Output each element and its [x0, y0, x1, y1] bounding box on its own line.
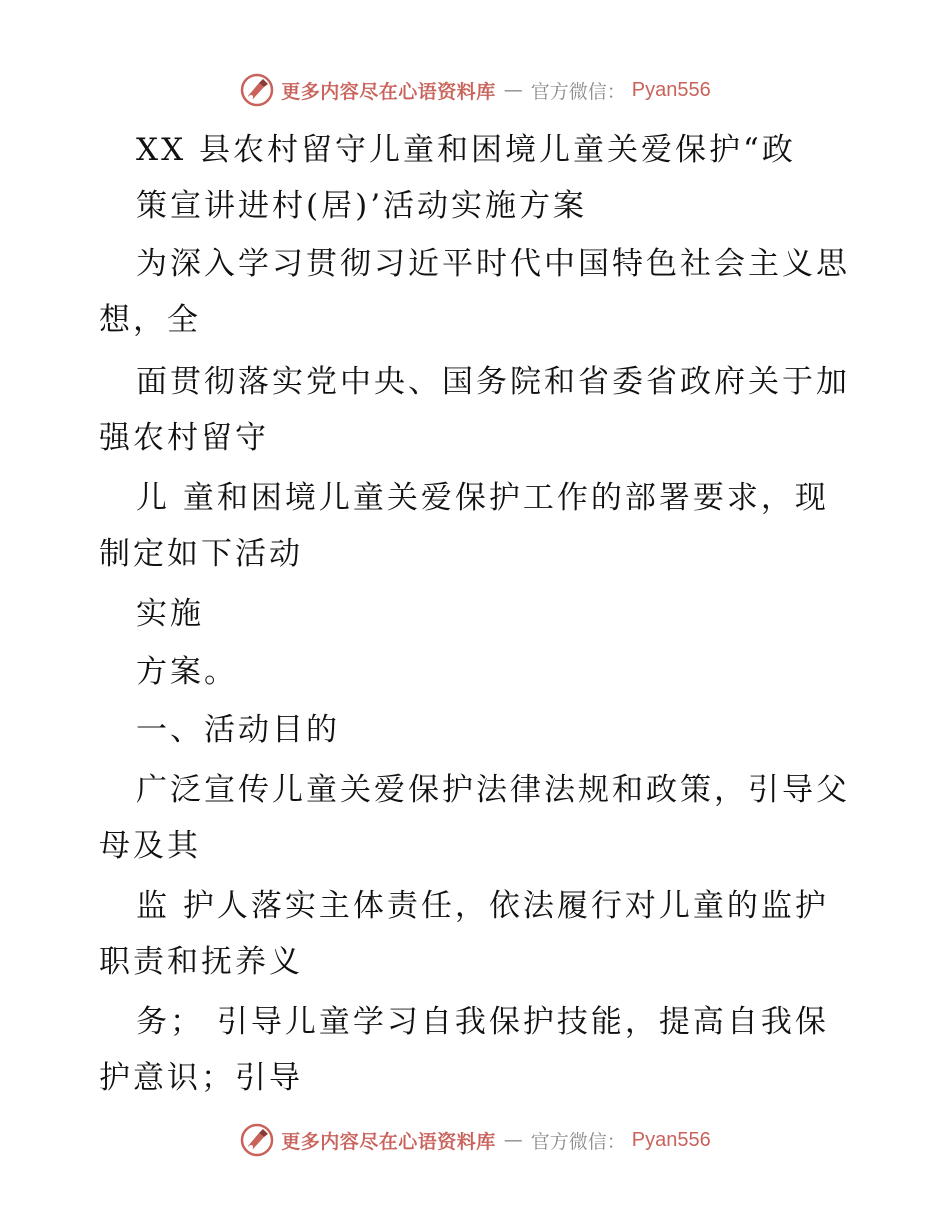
watermark-site-text: 更多内容尽在心语资料库	[281, 1130, 496, 1153]
paragraph-line: 制定如下活动	[99, 536, 303, 572]
watermark-banner-bottom	[0, 1120, 950, 1160]
pen-logo-icon	[239, 1122, 275, 1158]
document-title-line-1: XX 县农村留守儿童和困境儿童关爱保护“政	[136, 132, 796, 168]
watermark-wechat-label: 官方微信：	[530, 1130, 626, 1153]
paragraph-line: 儿 童和困境儿童关爱保护工作的部署要求，现	[136, 480, 829, 516]
watermark-wechat-label: 官方微信：	[530, 80, 626, 103]
watermark-site-text: 更多内容尽在心语资料库	[281, 80, 496, 103]
paragraph-line: 方案。	[136, 654, 238, 690]
paragraph-line: 强农村留守	[99, 420, 269, 456]
paragraph-line: 实施	[136, 596, 204, 632]
paragraph-line: 监 护人落实主体责任，依法履行对儿童的监护	[136, 888, 829, 924]
paragraph-line: 广泛宣传儿童关爱保护法律法规和政策，引导父	[136, 772, 850, 808]
paragraph-line: 母及其	[99, 828, 201, 864]
paragraph-line: 职责和抚养义	[99, 944, 303, 980]
document-title-line-2: 策宣讲进村(居)’活动实施方案	[136, 188, 588, 224]
watermark-wechat-id: Pyan556	[631, 78, 711, 101]
watermark-dash: —	[503, 79, 523, 101]
watermark-banner-top	[0, 70, 950, 110]
section-heading: 一、活动目的	[136, 712, 340, 748]
paragraph-line: 为深入学习贯彻习近平时代中国特色社会主义思	[136, 246, 850, 282]
pen-logo-icon	[239, 72, 275, 108]
paragraph-line: 务； 引导儿童学习自我保护技能，提高自我保	[136, 1004, 829, 1040]
paragraph-line: 护意识；引导	[99, 1060, 303, 1096]
paragraph-line: 想，全	[99, 302, 201, 338]
watermark-dash: —	[503, 1129, 523, 1151]
paragraph-line: 面贯彻落实党中央、国务院和省委省政府关于加	[136, 364, 850, 400]
watermark-wechat-id: Pyan556	[631, 1128, 711, 1151]
